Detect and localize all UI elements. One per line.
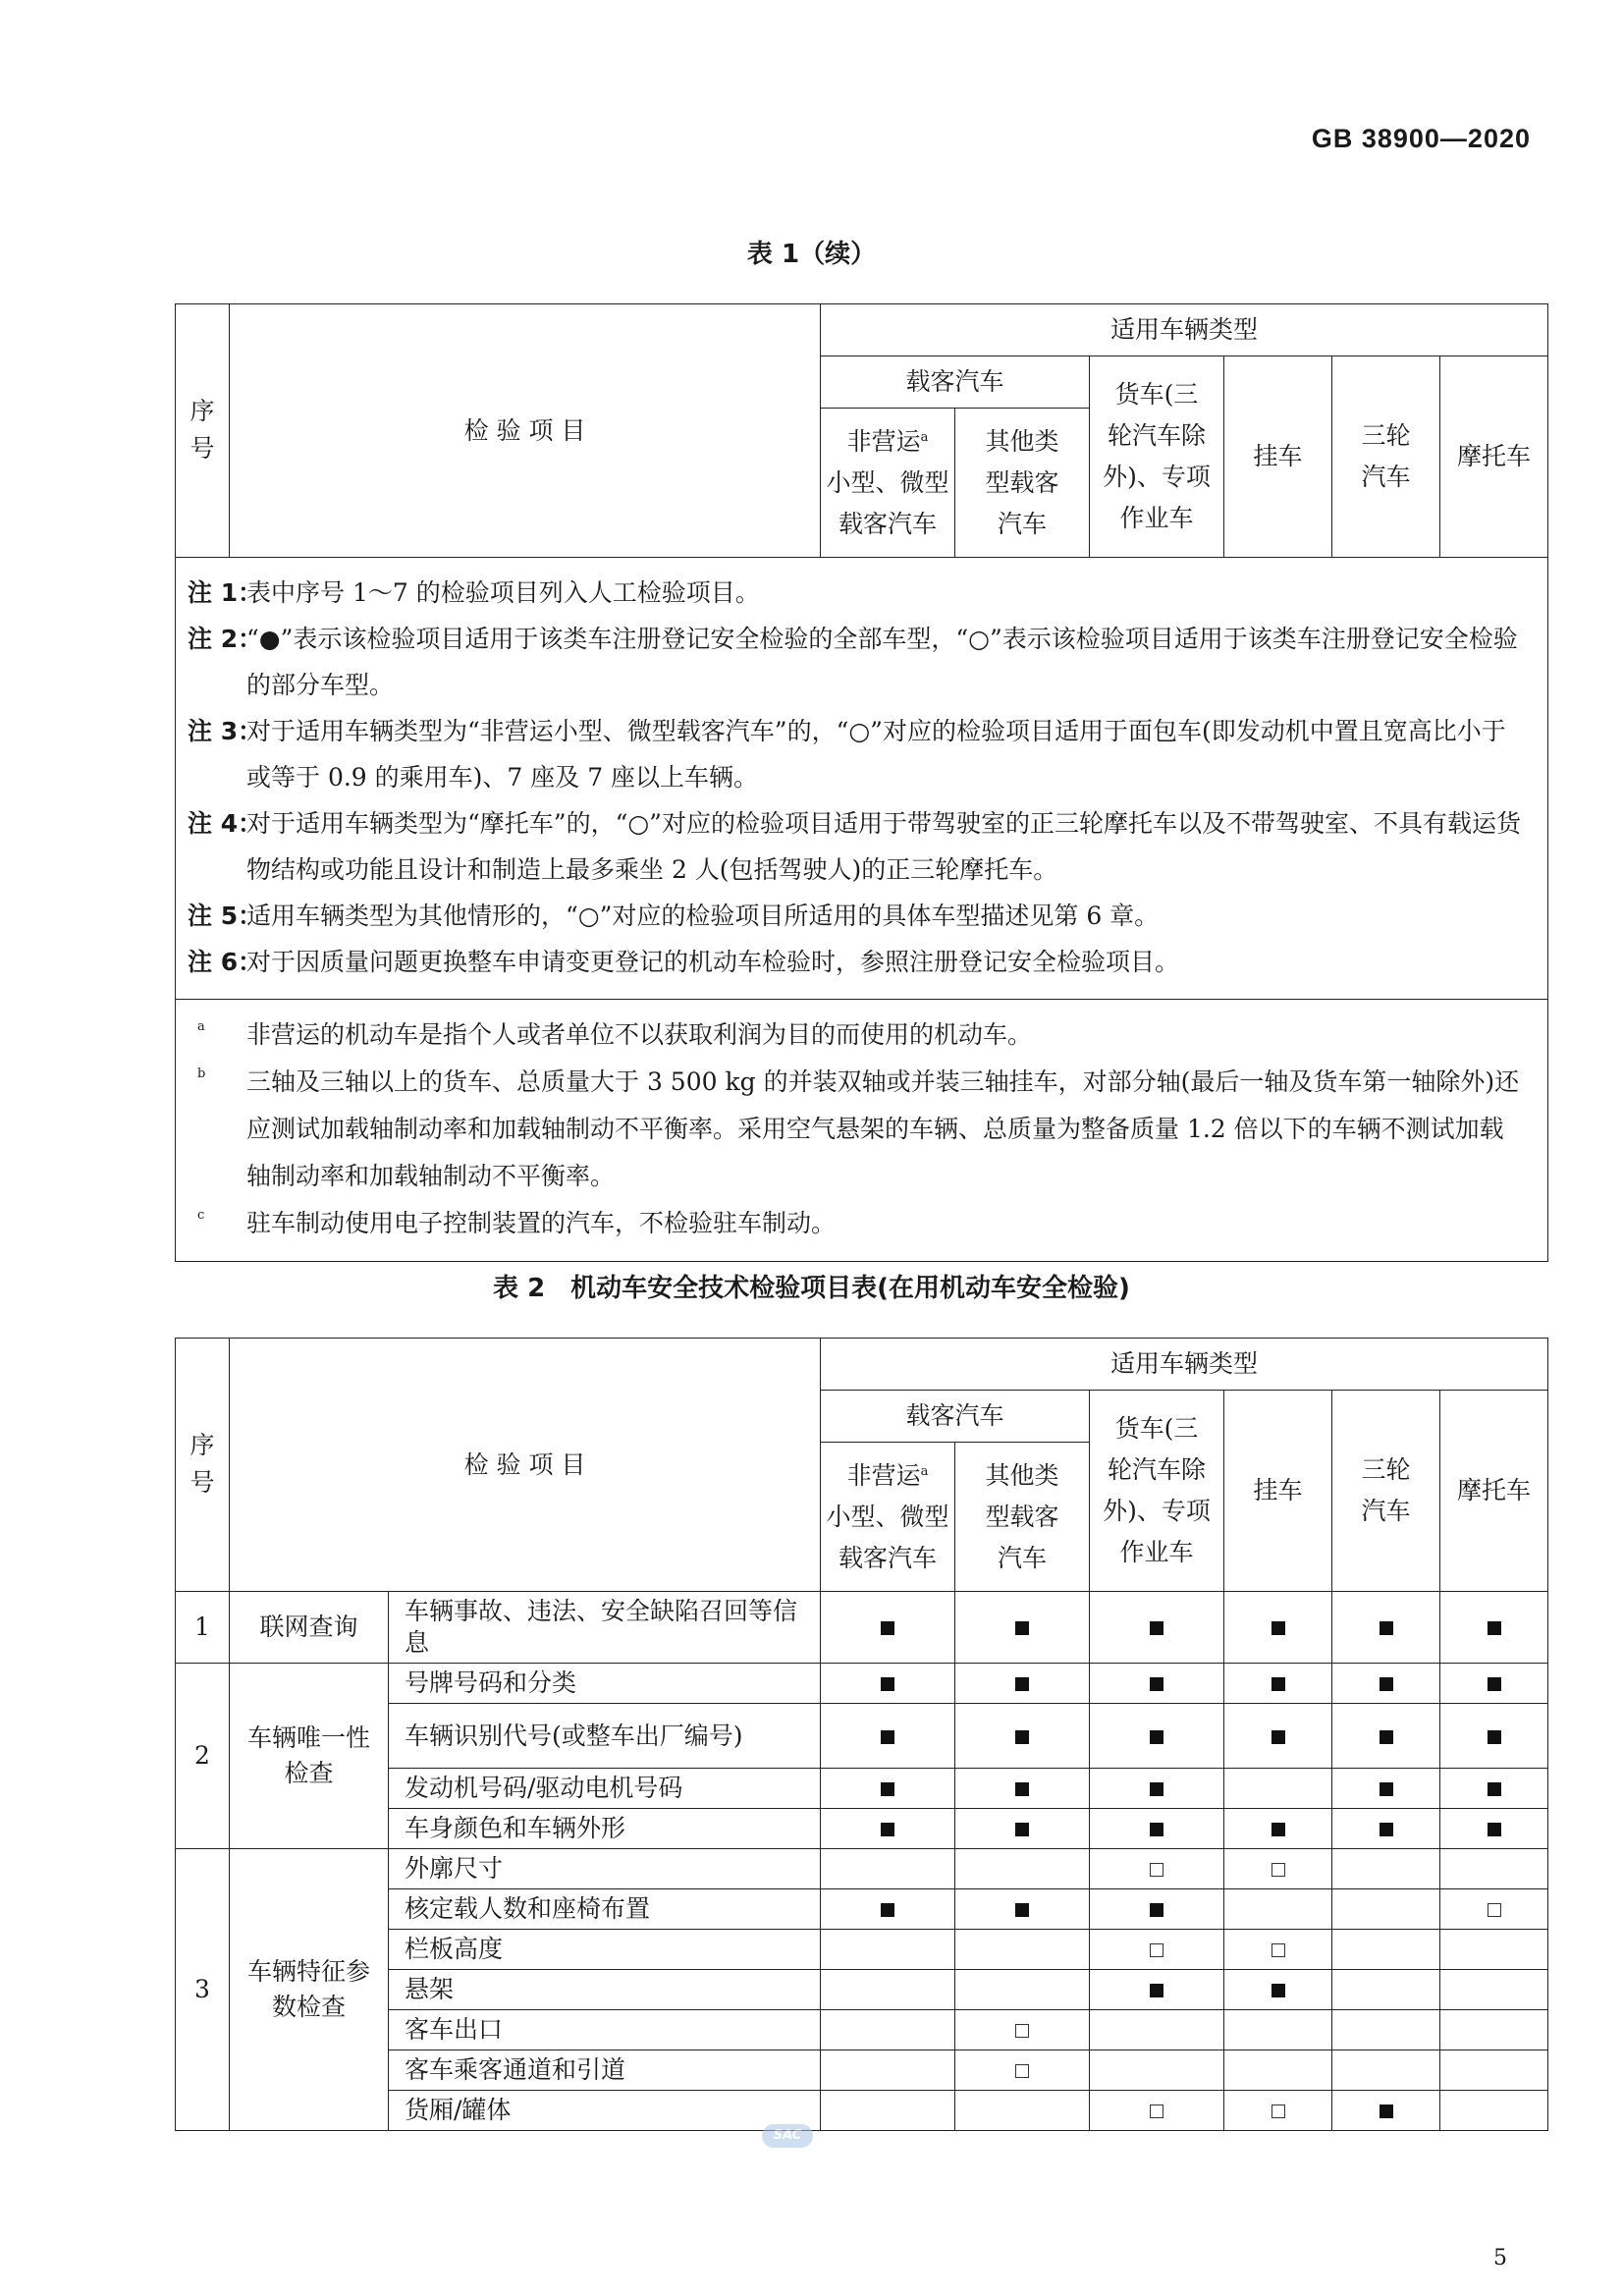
applicability-cell	[1090, 2091, 1224, 2131]
applicability-cell	[1332, 1889, 1440, 1930]
item-cell: 车辆识别代号(或整车出厂编号)	[389, 1704, 821, 1769]
seq-cell: 1	[176, 1592, 230, 1664]
applicability-cell	[955, 1769, 1090, 1809]
header-seq: 序号	[176, 304, 230, 558]
header-seq: 序号	[176, 1339, 230, 1592]
applicability-cell	[1224, 2050, 1332, 2091]
filled-square-icon	[881, 1677, 894, 1691]
applicability-cell	[1332, 1970, 1440, 2010]
table-row	[176, 1664, 1548, 1704]
item-cell: 车辆事故、违法、安全缺陷召回等信息	[389, 1592, 821, 1664]
filled-square-icon	[1150, 1903, 1163, 1917]
header-other-passenger: 其他类 型载客 汽车	[955, 1443, 1090, 1592]
applicability-cell	[1090, 1664, 1224, 1704]
table1	[175, 303, 1548, 1262]
applicability-cell	[1440, 1930, 1548, 1970]
item-cell: 车身颜色和车辆外形	[389, 1809, 821, 1849]
filled-square-icon	[1380, 1677, 1393, 1691]
filled-square-icon	[881, 1621, 894, 1635]
table1-header	[176, 304, 1548, 558]
filled-square-icon	[1150, 1677, 1163, 1691]
hollow-square-icon	[1271, 2105, 1285, 2118]
applicability-cell	[1224, 1809, 1332, 1849]
applicability-cell	[1090, 1592, 1224, 1664]
header-item: 检 验 项 目	[230, 1339, 821, 1592]
applicability-cell	[1090, 1769, 1224, 1809]
applicability-cell	[1224, 1769, 1332, 1809]
filled-square-icon	[1150, 1782, 1163, 1796]
applicability-cell	[821, 1704, 955, 1769]
filled-square-icon	[1150, 1984, 1163, 1997]
filled-square-icon	[1488, 1730, 1501, 1744]
note: 注 5： 适用车辆类型为其他情形的，“○”对应的检验项目所适用的具体车型描述见第 6 章。	[188, 902, 1160, 930]
filled-square-icon	[1271, 1730, 1285, 1744]
filled-square-icon	[1488, 1677, 1501, 1691]
table2-body	[176, 1592, 1548, 2131]
filled-square-icon	[1271, 1621, 1285, 1635]
applicability-cell	[1224, 2010, 1332, 2050]
item-cell: 核定载人数和座椅布置	[389, 1889, 821, 1930]
applicability-cell	[1224, 1704, 1332, 1769]
item-cell: 号牌号码和分类	[389, 1664, 821, 1704]
item-cell: 货厢/罐体	[389, 2091, 821, 2131]
filled-square-icon	[881, 1730, 894, 1744]
filled-square-icon	[1150, 1730, 1163, 1744]
table-row	[176, 1592, 1548, 1664]
header-truck: 货车(三 轮汽车除 外)、专项 作业车	[1090, 356, 1224, 558]
item-cell: 外廓尺寸	[389, 1849, 821, 1889]
applicability-cell	[1440, 1592, 1548, 1664]
applicability-cell	[1440, 1849, 1548, 1889]
footnote: a 非营运的机动车是指个人或者单位不以获取利润为目的而使用的机动车。	[197, 1019, 1033, 1049]
item-cell: 栏板高度	[389, 1930, 821, 1970]
filled-square-icon	[1380, 1782, 1393, 1796]
applicability-cell	[821, 1970, 955, 2010]
filled-square-icon	[1380, 1730, 1393, 1744]
filled-square-icon	[1150, 1621, 1163, 1635]
applicability-cell	[1090, 1930, 1224, 1970]
applicability-cell	[955, 1970, 1090, 2010]
header-tricycle: 三轮 汽车	[1332, 1391, 1440, 1592]
header-tricycle: 三轮 汽车	[1332, 356, 1440, 558]
item-cell: 客车出口	[389, 2010, 821, 2050]
applicability-cell	[1090, 1889, 1224, 1930]
footnotes-row	[176, 1000, 1548, 1262]
applicability-cell	[821, 1930, 955, 1970]
applicability-cell	[1332, 2050, 1440, 2091]
applicability-cell	[955, 2010, 1090, 2050]
note: 注 2： “●”表示该检验项目适用于该类车注册登记安全检验的全部车型，“○”表示该检验项目适用于该类车注册登记安全检验的部分车型。	[188, 625, 1518, 699]
applicability-cell	[1440, 1970, 1548, 2010]
page-number: 5	[1493, 2246, 1507, 2270]
applicability-cell	[955, 1664, 1090, 1704]
item-cell: 客车乘客通道和引道	[389, 2050, 821, 2091]
filled-square-icon	[1271, 1677, 1285, 1691]
applicability-cell	[955, 1592, 1090, 1664]
note: 注 1： 表中序号 1～7 的检验项目列入人工检验项目。	[188, 578, 760, 607]
table2	[175, 1338, 1548, 2131]
sac-watermark: SAC	[762, 2124, 813, 2148]
filled-square-icon	[1488, 1621, 1501, 1635]
filled-square-icon	[1015, 1903, 1029, 1917]
applicability-cell	[955, 2091, 1090, 2131]
header-applicable: 适用车辆类型	[821, 304, 1548, 356]
filled-square-icon	[1015, 1823, 1029, 1836]
applicability-cell	[1090, 1849, 1224, 1889]
item-cell: 悬架	[389, 1970, 821, 2010]
hollow-square-icon	[1015, 2024, 1029, 2038]
header-truck: 货车(三 轮汽车除 外)、专项 作业车	[1090, 1391, 1224, 1592]
item-cell: 发动机号码/驱动电机号码	[389, 1769, 821, 1809]
filled-square-icon	[1150, 1823, 1163, 1836]
applicability-cell	[1332, 1809, 1440, 1849]
applicability-cell	[1224, 1664, 1332, 1704]
applicability-cell	[1332, 1664, 1440, 1704]
table2-header	[176, 1339, 1548, 1592]
hollow-square-icon	[1271, 1943, 1285, 1957]
filled-square-icon	[1015, 1677, 1029, 1691]
applicability-cell	[821, 1592, 955, 1664]
applicability-cell	[1224, 1849, 1332, 1889]
applicability-cell	[1440, 1704, 1548, 1769]
hollow-square-icon	[1150, 2105, 1163, 2118]
note: 注 3： 对于适用车辆类型为“非营运小型、微型载客汽车”的，“○”对应的检验项目适用于面包车(即发动机中置且宽高比小于或等于 0.9 的乘用车)、7 座及 7 座以上车辆。	[188, 717, 1506, 792]
applicability-cell	[1332, 1930, 1440, 1970]
applicability-cell	[1090, 1704, 1224, 1769]
applicability-cell	[1440, 2091, 1548, 2131]
table2-caption: 表 2 机动车安全技术检验项目表(在用机动车安全检验)	[493, 1274, 1130, 1303]
hollow-square-icon	[1150, 1863, 1163, 1877]
header-nonop-passenger: 非营运$^a$ 小型、微型 载客汽车	[821, 1443, 955, 1592]
applicability-cell	[1090, 1809, 1224, 1849]
header-other-passenger: 其他类 型载客 汽车	[955, 409, 1090, 558]
filled-square-icon	[1015, 1782, 1029, 1796]
header-trailer: 挂车	[1224, 1391, 1332, 1592]
notes-row	[176, 558, 1548, 1000]
applicability-cell	[1332, 1704, 1440, 1769]
applicability-cell	[1224, 1970, 1332, 2010]
applicability-cell	[1440, 2050, 1548, 2091]
applicability-cell	[1440, 1889, 1548, 1930]
filled-square-icon	[1380, 2105, 1393, 2118]
seq-cell: 3	[176, 1849, 230, 2131]
header-passenger: 载客汽车	[821, 1391, 1090, 1443]
filled-square-icon	[1015, 1621, 1029, 1635]
applicability-cell	[1332, 1849, 1440, 1889]
filled-square-icon	[1488, 1823, 1501, 1836]
footnotes-cell	[176, 1000, 1548, 1262]
header-motorcycle: 摩托车	[1440, 356, 1548, 558]
filled-square-icon	[1015, 1730, 1029, 1744]
hollow-square-icon	[1150, 1943, 1163, 1957]
applicability-cell	[821, 1849, 955, 1889]
table-row	[176, 1849, 1548, 1889]
applicability-cell	[1332, 2091, 1440, 2131]
category-cell: 车辆特征参数检查	[230, 1849, 389, 2131]
applicability-cell	[1440, 1664, 1548, 1704]
applicability-cell	[1332, 2010, 1440, 2050]
applicability-cell	[821, 1889, 955, 1930]
applicability-cell	[1090, 2010, 1224, 2050]
applicability-cell	[955, 2050, 1090, 2091]
filled-square-icon	[1488, 1782, 1501, 1796]
header-trailer: 挂车	[1224, 356, 1332, 558]
applicability-cell	[1440, 1769, 1548, 1809]
applicability-cell	[1224, 1889, 1332, 1930]
filled-square-icon	[1380, 1823, 1393, 1836]
applicability-cell	[955, 1849, 1090, 1889]
footnote: b 三轴及三轴以上的货车、总质量大于 3 500 kg 的并装双轴或并装三轴挂车，对部分轴(最后一轴及货车第一轴除外)还应测试加载轴制动率和加载轴制动不平衡率。采用空气悬架的车辆、总质量为整备质量 1.2 倍以下的车辆不测试加载轴制动率和加载轴制动不平衡率。	[197, 1066, 1520, 1190]
standard-number: GB 38900—2020	[1311, 124, 1531, 153]
category-cell: 联网查询	[230, 1592, 389, 1664]
applicability-cell	[1332, 1769, 1440, 1809]
applicability-cell	[821, 1664, 955, 1704]
applicability-cell	[1224, 1930, 1332, 1970]
note: 注 4： 对于适用车辆类型为“摩托车”的，“○”对应的检验项目适用于带驾驶室的正三轮摩托车以及不带驾驶室、不具有载运货物结构或功能且设计和制造上最多乘坐 2 人(包括驾驶人)的正三轮摩托车。	[188, 809, 1521, 884]
filled-square-icon	[1271, 1984, 1285, 1997]
seq-cell: 2	[176, 1664, 230, 1849]
applicability-cell	[821, 1769, 955, 1809]
category-cell: 车辆唯一性检查	[230, 1664, 389, 1849]
applicability-cell	[955, 1930, 1090, 1970]
applicability-cell	[1090, 2050, 1224, 2091]
header-item: 检 验 项 目	[230, 304, 821, 558]
applicability-cell	[1090, 1970, 1224, 2010]
applicability-cell	[1224, 2091, 1332, 2131]
note: 注 6： 对于因质量问题更换整车申请变更登记的机动车检验时，参照注册登记安全检验项目。	[188, 948, 1180, 976]
applicability-cell	[1440, 2010, 1548, 2050]
applicability-cell	[821, 2050, 955, 2091]
applicability-cell	[1332, 1592, 1440, 1664]
filled-square-icon	[881, 1823, 894, 1836]
applicability-cell	[955, 1889, 1090, 1930]
hollow-square-icon	[1488, 1903, 1501, 1917]
filled-square-icon	[881, 1782, 894, 1796]
header-nonop-passenger: 非营运$^a$ 小型、微型 载客汽车	[821, 409, 955, 558]
table1-caption: 表 1（续）	[746, 240, 877, 269]
applicability-cell	[821, 2010, 955, 2050]
applicability-cell	[1224, 1592, 1332, 1664]
header-applicable: 适用车辆类型	[821, 1339, 1548, 1391]
filled-square-icon	[1271, 1823, 1285, 1836]
header-motorcycle: 摩托车	[1440, 1391, 1548, 1592]
hollow-square-icon	[1015, 2064, 1029, 2078]
applicability-cell	[1440, 1809, 1548, 1849]
filled-square-icon	[881, 1903, 894, 1917]
applicability-cell	[955, 1704, 1090, 1769]
hollow-square-icon	[1271, 1863, 1285, 1877]
header-passenger: 载客汽车	[821, 356, 1090, 409]
notes-cell	[176, 558, 1548, 1000]
footnote: c 驻车制动使用电子控制装置的汽车，不检验驻车制动。	[197, 1208, 837, 1237]
filled-square-icon	[1380, 1621, 1393, 1635]
applicability-cell	[821, 2091, 955, 2131]
applicability-cell	[955, 1809, 1090, 1849]
applicability-cell	[821, 1809, 955, 1849]
